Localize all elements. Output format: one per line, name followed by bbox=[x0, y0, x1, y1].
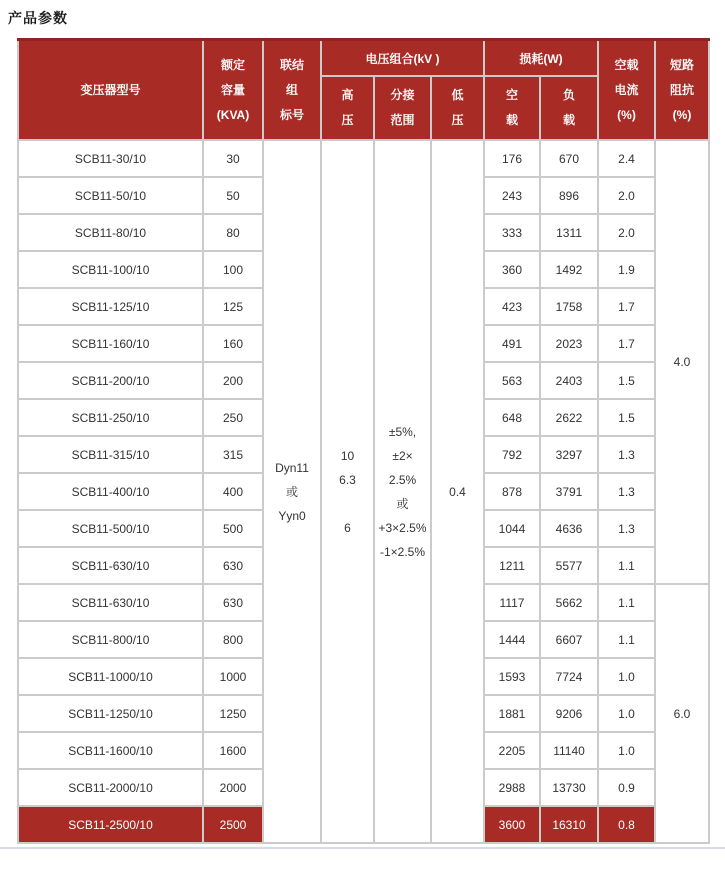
cell-rated-capacity: 80 bbox=[203, 214, 263, 251]
cell-rated-capacity: 630 bbox=[203, 584, 263, 621]
cell-model: SCB11-50/10 bbox=[18, 177, 203, 214]
cell-tap-range bbox=[374, 140, 431, 843]
cell-tap-range-line: 2.5% bbox=[388, 472, 417, 487]
table-body bbox=[18, 140, 709, 843]
cell-no-load-loss: 176 bbox=[484, 140, 540, 177]
cell-no-load-loss: 1044 bbox=[484, 510, 540, 547]
col-header-lv-line: 压 bbox=[451, 113, 464, 127]
cell-rated-capacity: 2000 bbox=[203, 769, 263, 806]
cell-model: SCB11-160/10 bbox=[18, 325, 203, 362]
cell-load-loss: 5577 bbox=[540, 547, 598, 584]
cell-high-voltage-line: 6 bbox=[344, 520, 351, 535]
cell-no-load-loss: 878 bbox=[484, 473, 540, 510]
cell-load-loss: 13730 bbox=[540, 769, 598, 806]
col-header-no-load-current-line: 空载 bbox=[614, 57, 639, 72]
cell-rated-capacity: 160 bbox=[203, 325, 263, 362]
cell-model: SCB11-1000/10 bbox=[18, 658, 203, 695]
cell-rated-capacity: 315 bbox=[203, 436, 263, 473]
col-header-lv-line: 低 bbox=[451, 88, 464, 102]
col-header-connection-group bbox=[263, 40, 321, 141]
cell-model: SCB11-30/10 bbox=[18, 140, 203, 177]
cell-no-load-loss: 2988 bbox=[484, 769, 540, 806]
cell-connection-group-line: Yyn0 bbox=[278, 508, 306, 523]
cell-load-loss: 16310 bbox=[540, 806, 598, 843]
cell-no-load-current: 0.9 bbox=[598, 769, 655, 806]
cell-no-load-loss: 491 bbox=[484, 325, 540, 362]
cell-connection-group bbox=[263, 140, 321, 843]
cell-rated-capacity: 125 bbox=[203, 288, 263, 325]
cell-model: SCB11-400/10 bbox=[18, 473, 203, 510]
cell-no-load-loss: 423 bbox=[484, 288, 540, 325]
cell-no-load-current: 1.1 bbox=[598, 584, 655, 621]
cell-load-loss: 3791 bbox=[540, 473, 598, 510]
cell-rated-capacity: 1000 bbox=[203, 658, 263, 695]
cell-no-load-loss: 792 bbox=[484, 436, 540, 473]
cell-rated-capacity: 200 bbox=[203, 362, 263, 399]
col-header-connection-line: 联结 bbox=[279, 57, 304, 72]
cell-model: SCB11-630/10 bbox=[18, 547, 203, 584]
cell-load-loss: 3297 bbox=[540, 436, 598, 473]
col-header-voltage-combination: 电压组合(kV ) bbox=[321, 40, 484, 77]
cell-no-load-loss: 3600 bbox=[484, 806, 540, 843]
cell-load-loss: 896 bbox=[540, 177, 598, 214]
bottom-separator-line bbox=[0, 847, 725, 849]
header-row-groups bbox=[18, 40, 709, 77]
col-header-tap-line: 范围 bbox=[390, 113, 415, 127]
cell-no-load-loss: 1881 bbox=[484, 695, 540, 732]
col-header-no-load-loss-line: 载 bbox=[505, 113, 518, 127]
col-header-load-loss-line: 负 bbox=[563, 88, 576, 102]
col-header-model-label: 变压器型号 bbox=[80, 82, 141, 97]
cell-model: SCB11-80/10 bbox=[18, 214, 203, 251]
cell-no-load-current: 1.5 bbox=[598, 362, 655, 399]
cell-rated-capacity: 500 bbox=[203, 510, 263, 547]
cell-no-load-current: 1.1 bbox=[598, 547, 655, 584]
cell-low-voltage-line: 0.4 bbox=[449, 484, 466, 499]
cell-tap-range-line: ±2× bbox=[392, 448, 413, 463]
cell-high-voltage-line: 10 bbox=[340, 448, 355, 463]
cell-no-load-current: 1.5 bbox=[598, 399, 655, 436]
col-header-no-load-current-line: 电流 bbox=[614, 82, 639, 97]
cell-no-load-current: 1.1 bbox=[598, 621, 655, 658]
col-header-connection-line: 组 bbox=[285, 82, 298, 97]
cell-rated-capacity: 250 bbox=[203, 399, 263, 436]
col-header-impedance-line: 短路 bbox=[670, 57, 695, 72]
cell-load-loss: 2403 bbox=[540, 362, 598, 399]
col-header-tap-range bbox=[374, 76, 431, 140]
cell-no-load-current: 1.7 bbox=[598, 288, 655, 325]
cell-no-load-current: 1.0 bbox=[598, 695, 655, 732]
cell-load-loss: 1758 bbox=[540, 288, 598, 325]
cell-load-loss: 2023 bbox=[540, 325, 598, 362]
col-header-no-load-loss-line: 空 bbox=[505, 88, 518, 102]
cell-load-loss: 1311 bbox=[540, 214, 598, 251]
cell-model: SCB11-100/10 bbox=[18, 251, 203, 288]
col-header-tap-line: 分接 bbox=[390, 88, 415, 102]
cell-no-load-loss: 648 bbox=[484, 399, 540, 436]
col-header-low-voltage bbox=[431, 76, 484, 140]
cell-tap-range-line: -1×2.5% bbox=[379, 544, 426, 559]
cell-connection-group-line: Dyn11 bbox=[275, 460, 309, 475]
cell-load-loss: 2622 bbox=[540, 399, 598, 436]
cell-no-load-loss: 243 bbox=[484, 177, 540, 214]
cell-rated-capacity: 30 bbox=[203, 140, 263, 177]
cell-no-load-current: 1.3 bbox=[598, 510, 655, 547]
cell-no-load-current: 1.9 bbox=[598, 251, 655, 288]
cell-rated-capacity: 1600 bbox=[203, 732, 263, 769]
cell-no-load-current: 1.0 bbox=[598, 732, 655, 769]
cell-no-load-loss: 1211 bbox=[484, 547, 540, 584]
cell-no-load-current: 0.8 bbox=[598, 806, 655, 843]
cell-rated-capacity: 1250 bbox=[203, 695, 263, 732]
cell-model: SCB11-200/10 bbox=[18, 362, 203, 399]
col-header-short-circuit-impedance bbox=[655, 40, 709, 141]
cell-tap-range-line: 或 bbox=[396, 496, 409, 511]
col-header-no-load-current bbox=[598, 40, 655, 141]
page-title: 产品参数 bbox=[8, 10, 68, 26]
cell-rated-capacity: 50 bbox=[203, 177, 263, 214]
cell-rated-capacity: 100 bbox=[203, 251, 263, 288]
col-header-capacity bbox=[203, 40, 263, 141]
cell-no-load-current: 1.7 bbox=[598, 325, 655, 362]
col-header-connection-line: 标号 bbox=[279, 107, 304, 122]
cell-high-voltage-line: 6.3 bbox=[339, 472, 356, 487]
cell-short-circuit-impedance-line: 4.0 bbox=[673, 355, 691, 369]
cell-tap-range-line: +3×2.5% bbox=[378, 520, 427, 535]
col-header-load-loss-line: 载 bbox=[563, 113, 576, 127]
cell-no-load-loss: 2205 bbox=[484, 732, 540, 769]
cell-rated-capacity: 630 bbox=[203, 547, 263, 584]
cell-rated-capacity: 800 bbox=[203, 621, 263, 658]
cell-high-voltage bbox=[321, 140, 374, 843]
cell-rated-capacity: 2500 bbox=[203, 806, 263, 843]
cell-model: SCB11-125/10 bbox=[18, 288, 203, 325]
col-header-hv-line: 高 bbox=[341, 88, 354, 102]
cell-model: SCB11-1250/10 bbox=[18, 695, 203, 732]
cell-load-loss: 9206 bbox=[540, 695, 598, 732]
cell-model: SCB11-500/10 bbox=[18, 510, 203, 547]
col-header-loss: 损耗(W) bbox=[484, 40, 598, 77]
cell-model: SCB11-2500/10 bbox=[18, 806, 203, 843]
cell-no-load-current: 2.0 bbox=[598, 214, 655, 251]
cell-no-load-current: 2.4 bbox=[598, 140, 655, 177]
col-header-capacity-line: (KVA) bbox=[216, 107, 250, 122]
cell-no-load-current: 1.0 bbox=[598, 658, 655, 695]
cell-rated-capacity: 400 bbox=[203, 473, 263, 510]
cell-model: SCB11-800/10 bbox=[18, 621, 203, 658]
cell-model: SCB11-250/10 bbox=[18, 399, 203, 436]
cell-model: SCB11-1600/10 bbox=[18, 732, 203, 769]
cell-low-voltage bbox=[431, 140, 484, 843]
cell-load-loss: 11140 bbox=[540, 732, 598, 769]
table-row bbox=[18, 140, 709, 177]
cell-load-loss: 6607 bbox=[540, 621, 598, 658]
cell-no-load-loss: 333 bbox=[484, 214, 540, 251]
cell-no-load-current: 2.0 bbox=[598, 177, 655, 214]
cell-load-loss: 5662 bbox=[540, 584, 598, 621]
col-header-impedance-line: (%) bbox=[672, 107, 692, 122]
col-header-capacity-line: 容量 bbox=[220, 82, 245, 97]
cell-model: SCB11-630/10 bbox=[18, 584, 203, 621]
col-header-no-load-current-line: (%) bbox=[617, 107, 636, 122]
cell-short-circuit-impedance bbox=[655, 140, 709, 584]
cell-high-voltage-line bbox=[324, 492, 371, 516]
cell-no-load-current: 1.3 bbox=[598, 473, 655, 510]
cell-no-load-current: 1.3 bbox=[598, 436, 655, 473]
cell-load-loss: 670 bbox=[540, 140, 598, 177]
product-parameters-table bbox=[17, 38, 710, 844]
col-header-impedance-line: 阻抗 bbox=[670, 82, 695, 97]
cell-load-loss: 4636 bbox=[540, 510, 598, 547]
cell-tap-range-line: ±5%, bbox=[388, 424, 417, 439]
cell-no-load-loss: 360 bbox=[484, 251, 540, 288]
cell-short-circuit-impedance bbox=[655, 584, 709, 843]
table-header bbox=[18, 40, 709, 141]
col-header-no-load-loss bbox=[484, 76, 540, 140]
col-header-high-voltage bbox=[321, 76, 374, 140]
col-header-model bbox=[18, 40, 203, 141]
cell-load-loss: 1492 bbox=[540, 251, 598, 288]
cell-no-load-loss: 1444 bbox=[484, 621, 540, 658]
cell-model: SCB11-2000/10 bbox=[18, 769, 203, 806]
col-header-load-loss bbox=[540, 76, 598, 140]
cell-load-loss: 7724 bbox=[540, 658, 598, 695]
cell-no-load-loss: 1117 bbox=[484, 584, 540, 621]
cell-no-load-loss: 1593 bbox=[484, 658, 540, 695]
cell-no-load-loss: 563 bbox=[484, 362, 540, 399]
cell-model: SCB11-315/10 bbox=[18, 436, 203, 473]
cell-short-circuit-impedance-line: 6.0 bbox=[673, 706, 691, 721]
col-header-hv-line: 压 bbox=[341, 113, 354, 127]
cell-connection-group-line: 或 bbox=[285, 484, 298, 499]
col-header-capacity-line: 额定 bbox=[220, 57, 245, 72]
